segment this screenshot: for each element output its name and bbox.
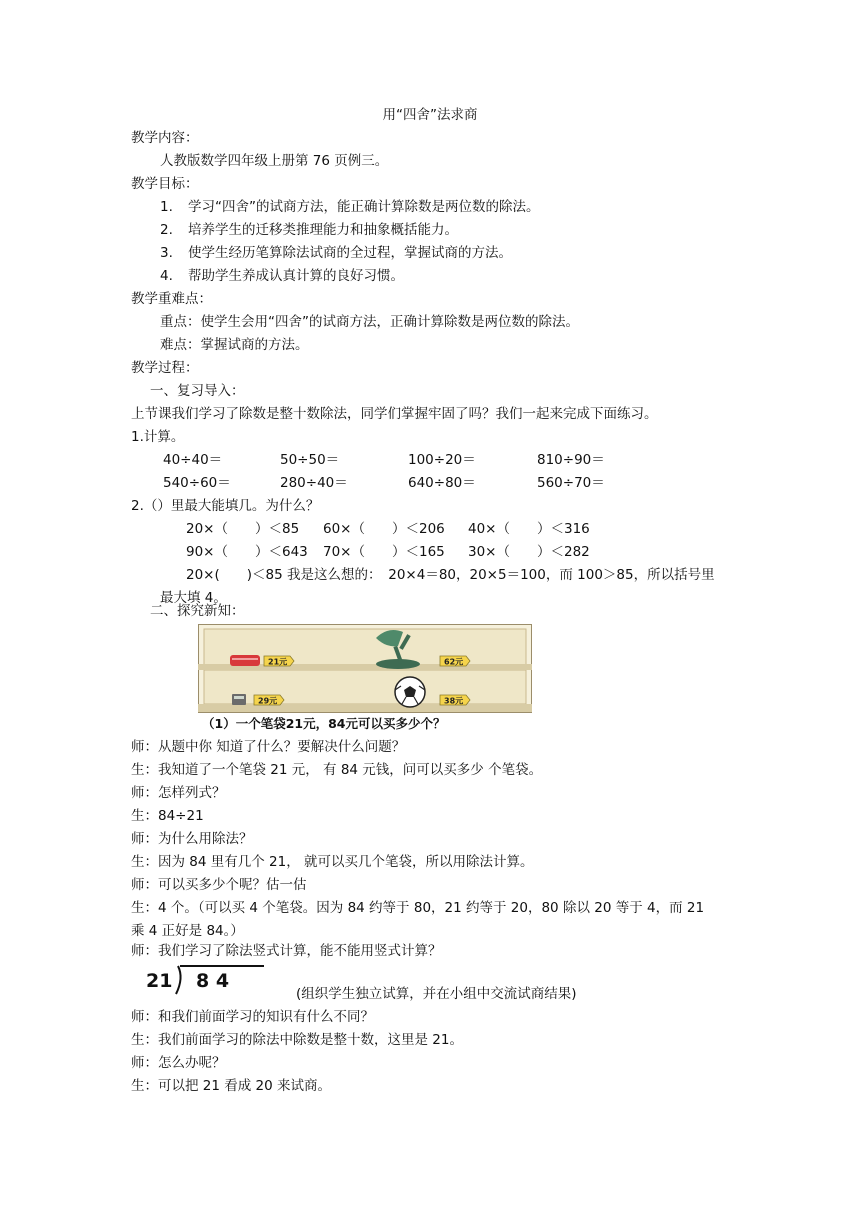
goal-number: 1.	[160, 199, 173, 215]
dialogue-line: 生：我们前面学习的除法中除数是整十数，这里是 21。	[131, 1032, 463, 1048]
dialogue-line: 生：我知道了一个笔袋 21 元， 有 84 元钱，问可以买多少 个笔袋。	[131, 762, 543, 778]
long-division	[124, 960, 274, 996]
fill-expression: 70×（ ）＜165	[323, 544, 445, 560]
step2-heading: 二、探究新知：	[150, 603, 245, 619]
page-title: 用“四舍”法求商	[382, 107, 478, 123]
goal-text: 学习“四舍”的试商方法，能正确计算除数是两位数的除法。	[188, 199, 540, 215]
long-division-caption: (组织学生独立试算，并在小组中交流试商结果)	[296, 986, 577, 1002]
dialogue-line: 师：和我们前面学习的知识有什么不同？	[131, 1009, 374, 1025]
dialogue-line: 生：可以把 21 看成 20 来试商。	[131, 1078, 332, 1094]
calc-expression: 810÷90＝	[537, 452, 605, 468]
dialogue-line: 乘 4 正好是 84。）	[131, 923, 244, 939]
dialogue-line: 师：可以买多少个呢？估一估	[131, 877, 307, 893]
shelf-illustration	[198, 624, 532, 732]
calc-expression: 540÷60＝	[163, 475, 231, 491]
calc-expression: 640÷80＝	[408, 475, 476, 491]
calc-heading: 1.计算。	[131, 429, 185, 445]
content-heading: 教学内容：	[131, 130, 199, 146]
goal-text: 培养学生的迁移类推理能力和抽象概括能力。	[188, 222, 458, 238]
goal-number: 3.	[160, 245, 173, 261]
fill-explanation-cont: 最大填 4。	[160, 590, 227, 606]
fill-explanation: 20×( )＜85 我是这么想的： 20×4＝80，20×5＝100，而 100＞85，所以括号里	[186, 567, 715, 583]
fill-expression: 90×（ ）＜643	[186, 544, 308, 560]
goal-item	[160, 265, 404, 287]
price-label: 38元	[444, 696, 464, 706]
dividend: 8 4	[196, 970, 230, 992]
calc-expression: 50÷50＝	[280, 452, 340, 468]
soccer-ball-icon	[395, 677, 425, 707]
dialogue-line: 师：为什么用除法？	[131, 831, 253, 847]
price-label: 29元	[258, 696, 278, 706]
dialogue-line: 师：怎样列式？	[131, 785, 226, 801]
calculator-icon	[232, 694, 246, 705]
review-intro: 上节课我们学习了除数是整十数除法，同学们掌握牢固了吗？我们一起来完成下面练习。	[131, 406, 658, 422]
dialogue-line: 师：从题中你 知道了什么？要解决什么问题？	[131, 739, 406, 755]
figure-caption: （1）一个笔袋21元，84元可以买多少个？	[202, 716, 446, 731]
goal-item	[160, 242, 512, 264]
step1-heading: 一、复习导入：	[150, 383, 245, 399]
price-tag	[254, 695, 284, 706]
calc-expression: 40÷40＝	[163, 452, 223, 468]
fill-expression: 40×（ ）＜316	[468, 521, 590, 537]
goal-item	[160, 196, 540, 218]
calc-expression: 100÷20＝	[408, 452, 476, 468]
pencil-case-icon	[230, 655, 260, 666]
price-tag	[264, 656, 294, 667]
goal-text: 使学生经历笔算除法试商的全过程，掌握试商的方法。	[188, 245, 512, 261]
dialogue-line: 生：4 个。（可以买 4 个笔袋。因为 84 约等于 80，21 约等于 20，80 除以 20 等于 4，而 21	[131, 900, 705, 916]
calc-expression: 560÷70＝	[537, 475, 605, 491]
price-label: 62元	[444, 657, 464, 667]
dialogue-line: 师：怎么办呢？	[131, 1055, 226, 1071]
dialogue-line: 师：我们学习了除法竖式计算，能不能用竖式计算？	[131, 943, 442, 959]
goal-number: 4.	[160, 268, 173, 284]
difficult-point: 难点：掌握试商的方法。	[160, 337, 309, 353]
goal-number: 2.	[160, 222, 173, 238]
key-point: 重点：使学生会用“四舍”的试商方法，正确计算除数是两位数的除法。	[160, 314, 579, 330]
key-heading: 教学重难点：	[131, 291, 212, 307]
fill-heading: 2.（）里最大能填几。为什么？	[131, 498, 320, 514]
price-tag	[440, 695, 470, 706]
fill-expression: 60×（ ）＜206	[323, 521, 445, 537]
fill-expression: 20×（ ）＜85	[186, 521, 300, 537]
dialogue-line: 生：84÷21	[131, 808, 204, 824]
content-text: 人教版数学四年级上册第 76 页例三。	[160, 153, 389, 169]
price-tag	[440, 656, 470, 667]
process-heading: 教学过程：	[131, 360, 199, 376]
price-label: 21元	[268, 657, 288, 667]
goal-text: 帮助学生养成认真计算的良好习惯。	[188, 268, 404, 284]
goals-heading: 教学目标：	[131, 176, 199, 192]
dialogue-line: 生：因为 84 里有几个 21， 就可以买几个笔袋，所以用除法计算。	[131, 854, 534, 870]
goal-item	[160, 219, 458, 241]
calc-expression: 280÷40＝	[280, 475, 348, 491]
divisor: 21	[146, 970, 173, 992]
fill-expression: 30×（ ）＜282	[468, 544, 590, 560]
